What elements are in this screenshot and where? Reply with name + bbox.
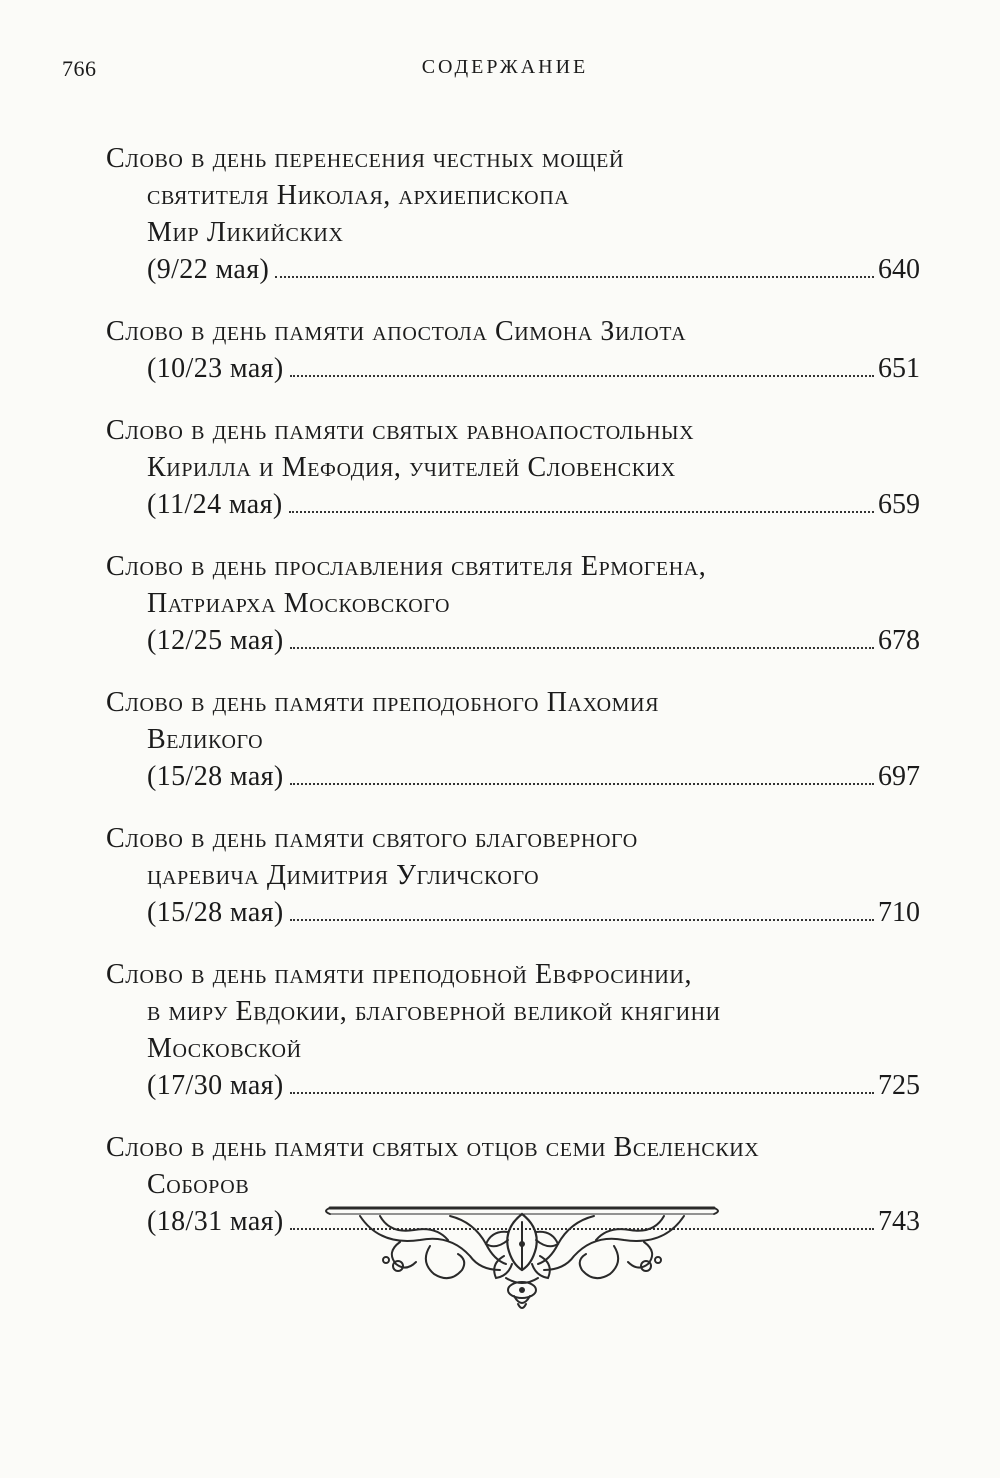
entry-title-line: Кирилла и Мефодия, учителей Словенских [147,452,676,483]
entry-date: (10/23 мая) [147,353,284,384]
entry-title-line: Слово в день прославления святителя Ермогена, [106,551,707,582]
entry-title-line: Слово в день перенесения честных мощей [106,143,624,174]
dot-leader [275,275,874,278]
entry-title-line: в миру Евдокии, благоверной великой княгини [147,996,721,1027]
entry-date: (15/28 мая) [147,897,284,928]
floral-ornament-icon [320,1186,724,1316]
entry-title-line: Соборов [147,1169,250,1200]
dot-leader [290,918,874,921]
dot-leader [290,374,874,377]
entry-page-number: 659 [878,489,920,520]
entry-date: (12/25 мая) [147,625,284,656]
toc-entry[interactable] [106,820,920,931]
dot-leader [290,1091,874,1094]
toc-entry[interactable] [106,412,920,523]
toc-entry[interactable] [106,313,920,387]
running-head: СОДЕРЖАНИЕ [421,56,589,78]
entry-page-number: 710 [878,897,920,928]
entry-title-line: Московской [147,1033,302,1064]
dot-leader [290,646,874,649]
entry-title-line: Слово в день памяти святого благоверного [106,823,638,854]
entry-date: (15/28 мая) [147,761,284,792]
entry-date: (17/30 мая) [147,1070,284,1101]
toc-entry[interactable] [106,140,920,288]
dot-leader [289,510,874,513]
entry-date: (9/22 мая) [147,254,270,285]
entry-page-number: 725 [878,1070,920,1101]
entry-title-line: Слово в день памяти святых отцов семи Вселенских [106,1132,760,1163]
dot-leader [290,782,874,785]
entry-page-number: 640 [878,254,920,285]
toc-entry[interactable] [106,684,920,795]
entry-page-number: 678 [878,625,920,656]
entry-title-line: Великого [147,724,264,755]
entry-title-line: Мир Ликийских [147,217,344,248]
entry-title-line: Слово в день памяти преподобного Пахомия [106,687,660,718]
entry-title-line: Патриарха Московского [147,588,451,619]
entry-date: (18/31 мая) [147,1206,284,1237]
table-of-contents [106,140,920,1265]
entry-title-line: Слово в день памяти преподобной Евфросинии, [106,959,693,990]
entry-title-line: Слово в день памяти апостола Симона Зилота [106,316,687,347]
entry-title-line: Слово в день памяти святых равноапостольных [106,415,695,446]
entry-title-line: святителя Николая, архиепископа [147,180,570,211]
page-number: 766 [62,56,97,81]
entry-page-number: 651 [878,353,920,384]
entry-page-number: 697 [878,761,920,792]
entry-page-number: 743 [878,1206,920,1237]
entry-date: (11/24 мая) [147,489,283,520]
toc-entry[interactable] [106,956,920,1104]
toc-entry[interactable] [106,548,920,659]
entry-title-line: царевича Димитрия Угличского [147,860,540,891]
